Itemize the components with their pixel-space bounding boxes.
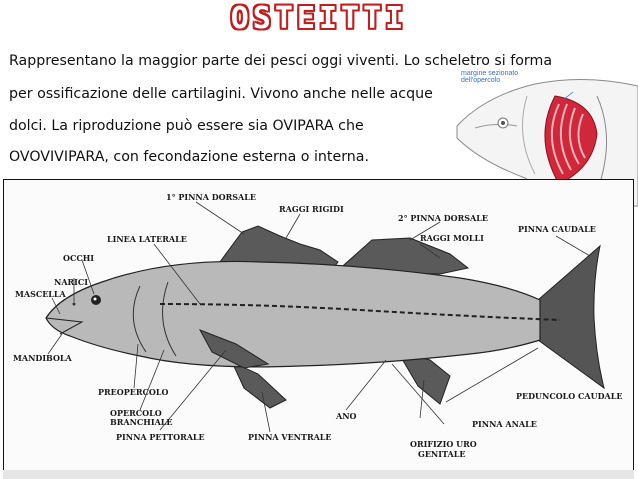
slide-title: OSTEITTI bbox=[230, 1, 408, 36]
label-preopercle: PREOPERCOLO bbox=[98, 387, 169, 397]
label-opercle: OPERCOLO bbox=[110, 408, 162, 418]
label-urogenital-1: ORIFIZIO URO bbox=[410, 439, 477, 449]
label-caudal-peduncle: PEDUNCOLO CAUDALE bbox=[516, 391, 623, 401]
label-gill: BRANCHIALE bbox=[110, 417, 173, 427]
paragraph-line-1: Rappresentano la maggior parte dei pesci oggi viventi. Lo scheletro si forma bbox=[9, 53, 553, 69]
label-caudal-fin: PINNA CAUDALE bbox=[518, 224, 596, 234]
paragraph-line-4: OVOVIVIPARA, con fecondazione esterna o interna. bbox=[9, 149, 369, 165]
paragraph-line-3: dolci. La riproduzione può essere sia OVIPARA che bbox=[9, 118, 364, 134]
label-pectoral-fin: PINNA PETTORALE bbox=[116, 432, 205, 442]
gill-label-margin: margine sezionato dell'opercolo bbox=[461, 70, 519, 84]
label-first-dorsal-fin: 1° PINNA DORSALE bbox=[166, 192, 256, 202]
paragraph-line-2: per ossificazione delle cartilagini. Vivono anche nelle acque bbox=[9, 86, 433, 102]
label-urogenital-2: GENITALE bbox=[418, 449, 466, 459]
label-lateral-line: LINEA LATERALE bbox=[107, 234, 187, 244]
fish-body bbox=[46, 261, 540, 366]
label-mandible: MANDIBOLA bbox=[13, 353, 72, 363]
label-pelvic-fin: PINNA VENTRALE bbox=[248, 432, 332, 442]
label-anal-fin: PINNA ANALE bbox=[472, 419, 537, 429]
label-eyes: OCCHI bbox=[63, 253, 95, 263]
label-second-dorsal-fin: 2° PINNA DORSALE bbox=[398, 213, 488, 223]
pelvic-fin bbox=[232, 362, 286, 408]
label-nostrils: NARICI bbox=[54, 277, 89, 287]
nostril bbox=[73, 303, 76, 306]
label-anus: ANO bbox=[336, 411, 357, 421]
label-rigid-rays: RAGGI RIGIDI bbox=[279, 204, 344, 214]
label-soft-rays: RAGGI MOLLI bbox=[420, 233, 484, 243]
label-maxilla: MASCELLA bbox=[15, 289, 66, 299]
caudal-fin bbox=[538, 246, 604, 388]
